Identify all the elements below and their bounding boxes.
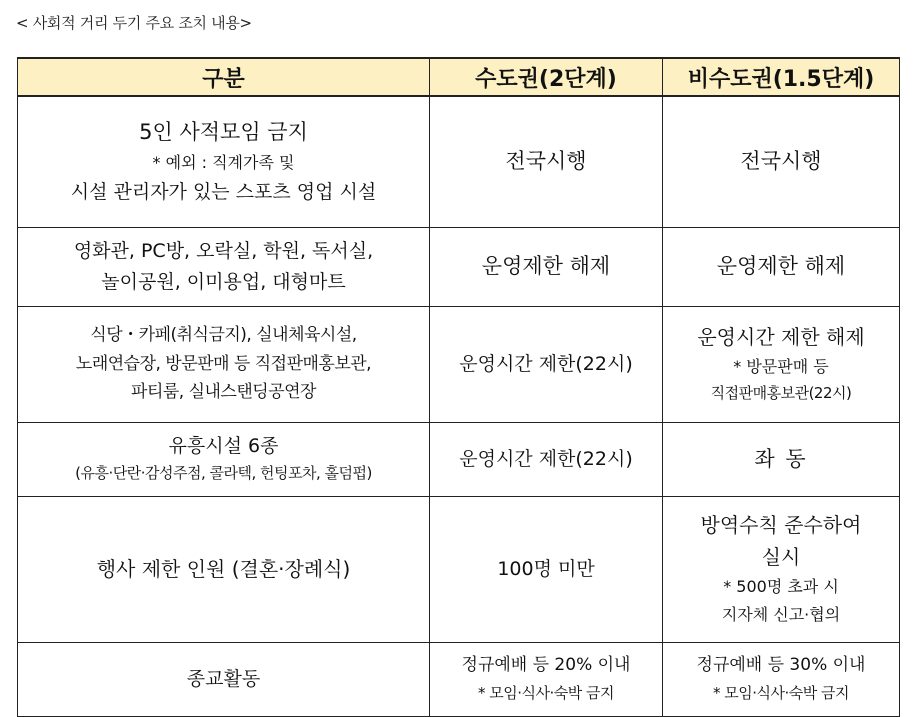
category-text: 시설 관리자가 있는 스포츠 영업 시설 [70,180,377,203]
category-note: * 예외 : 직계가족 및 [152,152,295,172]
category-text: 노래연습장, 방문판매 등 직접판매홍보관, [75,353,372,374]
measures-table [17,57,900,717]
noncapital-text: 운영시간 제한 해제 [697,325,865,350]
category-text: 놀이공원, 이미용업, 대형마트 [101,270,346,293]
capital-text: 운영시간 제한(22시) [459,447,633,470]
table-row [18,306,900,422]
noncapital-cell [663,642,900,716]
category-cell [18,227,430,306]
category-text: 행사 제한 인원 (결혼·장례식) [96,557,351,581]
noncapital-text: 운영제한 해제 [716,254,846,279]
header-noncapital: 비수도권(1.5단계) [663,58,900,96]
category-cell [18,642,430,716]
capital-cell [430,96,663,227]
noncapital-text: 좌 동 [754,446,808,471]
noncapital-text: 방역수칙 준수하여 [700,513,862,537]
capital-cell [430,227,663,306]
header-category: 구분 [18,58,430,96]
capital-cell [430,496,663,642]
category-text: 5인 사적모임 금지 [139,120,308,145]
capital-cell [430,306,663,422]
table-row [18,96,900,227]
table-row [18,642,900,716]
capital-cell [430,422,663,496]
noncapital-note: 지자체 신고·협의 [721,605,841,624]
capital-text: 운영시간 제한(22시) [459,352,633,375]
capital-text: 운영제한 해제 [481,254,611,279]
category-cell [18,96,430,227]
header-capital: 수도권(2단계) [430,58,663,96]
noncapital-note: * 500명 초과 시 [723,577,839,596]
category-cell [18,422,430,496]
noncapital-text: 전국시행 [740,149,822,174]
table-row [18,496,900,642]
table-row [18,422,900,496]
category-cell [18,496,430,642]
capital-note: * 모임·식사·숙박 금지 [478,684,614,703]
table-header-row [18,58,900,96]
capital-cell [430,642,663,716]
noncapital-note: * 모임·식사·숙박 금지 [713,684,849,703]
capital-text: 100명 미만 [497,557,595,580]
noncapital-cell [663,96,900,227]
category-note: (유흥·단란·감성주점, 콜라텍, 헌팅포차, 홀덤펍) [75,464,372,483]
noncapital-cell [663,496,900,642]
category-text: 파티룸, 실내스탠딩공연장 [131,382,316,403]
noncapital-note: * 방문판매 등 [733,357,829,377]
noncapital-text: 실시 [761,545,801,569]
category-text: 종교활동 [186,667,261,690]
noncapital-cell [663,227,900,306]
noncapital-cell [663,306,900,422]
capital-text: 정규예배 등 20% 이내 [461,655,631,676]
category-text: 식당・카페(취식금지), 실내체육시설, [90,324,357,345]
category-cell [18,306,430,422]
noncapital-text: 정규예배 등 30% 이내 [696,655,866,676]
table-row [18,227,900,306]
table-caption: < 사회적 거리 두기 주요 조치 내용> [16,14,252,32]
category-text: 유흥시설 6종 [168,435,279,458]
noncapital-note: 직접판매홍보관(22시) [710,384,852,403]
category-text: 영화관, PC방, 오락실, 학원, 독서실, [73,240,374,263]
noncapital-cell [663,422,900,496]
capital-text: 전국시행 [505,149,587,174]
